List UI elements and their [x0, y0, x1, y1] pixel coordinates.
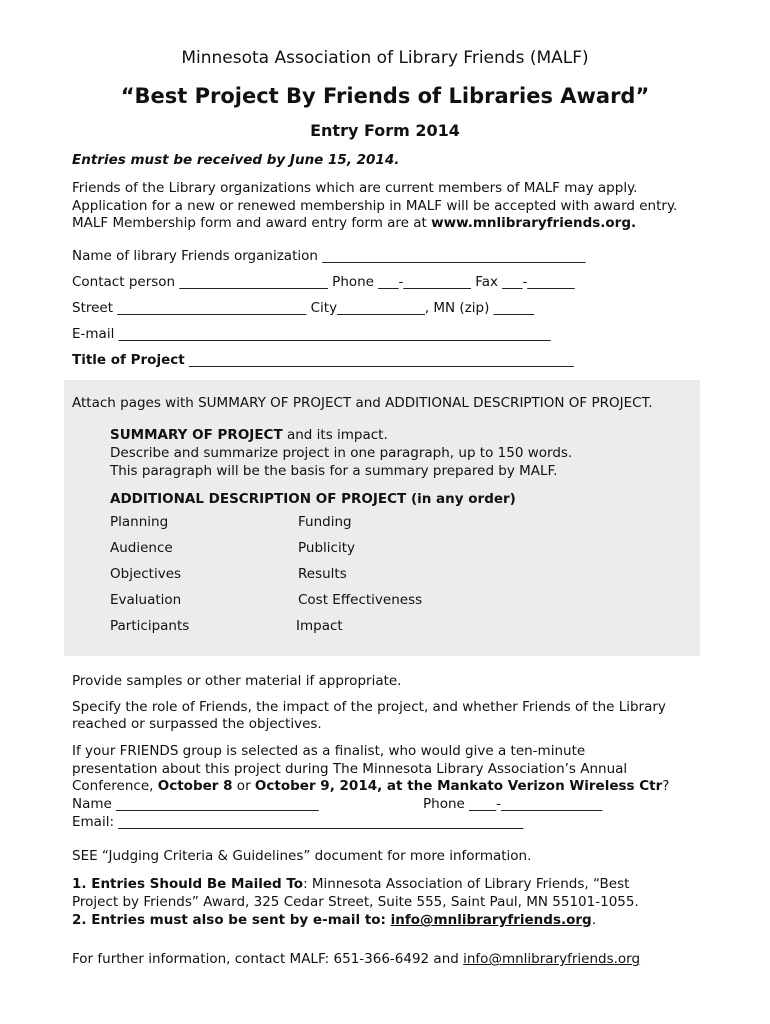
deadline-notice: Entries must be received by June 15, 2014.: [72, 152, 400, 168]
list-item: Audience: [110, 540, 173, 556]
list-item: Funding: [298, 514, 352, 530]
email-heading: 2. Entries must also be sent by e-mail to:: [72, 912, 391, 928]
attach-intro: Attach pages with SUMMARY OF PROJECT and ADDITIONAL DESCRIPTION OF PROJECT.: [72, 395, 653, 411]
summary-suffix: and its impact.: [282, 427, 388, 443]
summary-line-2: Describe and summarize project in one paragraph, up to 150 words.: [110, 445, 573, 461]
email-link[interactable]: info@mnlibraryfriends.org: [390, 912, 592, 928]
specify-line-2: reached or surpassed the objectives.: [72, 716, 322, 732]
list-item: Participants: [110, 618, 190, 634]
form-title: Entry Form 2014: [310, 121, 460, 140]
intro-line-2: Application for a new or renewed membership in MALF will be accepted with award entry.: [72, 198, 678, 214]
contact-email-link[interactable]: info@mnlibraryfriends.org: [463, 951, 641, 967]
finalist-line-3-e: ?: [662, 778, 670, 794]
email-field[interactable]: E-mail ________________________________________________________________: [72, 326, 551, 342]
conference-date-2: October 9, 2014, at the Mankato Verizon Wireless Ctr: [254, 778, 663, 794]
org-name-heading: Minnesota Association of Library Friends (MALF): [181, 48, 589, 68]
finalist-line-2: presentation about this project during The Minnesota Library Association’s Annual: [72, 761, 628, 777]
list-item: Planning: [110, 514, 169, 530]
specify-line-1: Specify the role of Friends, the impact of the project, and whether Friends of the Library: [72, 699, 666, 715]
list-item: Results: [298, 566, 347, 582]
address-field-row[interactable]: Street ____________________________ City_____________, MN (zip) ______: [72, 300, 535, 316]
mail-heading: 1. Entries Should Be Mailed To: [72, 876, 304, 892]
project-title-field[interactable]: [72, 352, 574, 369]
summary-title: SUMMARY OF PROJECT: [110, 427, 283, 443]
finalist-line-3-c: or: [232, 778, 255, 794]
intro-line-1: Friends of the Library organizations which are current members of MALF may apply.: [72, 180, 638, 196]
additional-description-heading: ADDITIONAL DESCRIPTION OF PROJECT (in any order): [110, 491, 516, 507]
mail-line-3-end: .: [591, 912, 597, 928]
presenter-name-field[interactable]: Name ______________________________: [72, 796, 319, 812]
award-title: “Best Project By Friends of Libraries Award”: [120, 84, 650, 108]
finalist-line-1: If your FRIENDS group is selected as a finalist, who would give a ten-minute: [72, 743, 586, 759]
list-item: Cost Effectiveness: [298, 592, 423, 608]
samples-note: Provide samples or other material if appropriate.: [72, 673, 402, 689]
contact-info: [72, 951, 640, 968]
list-item: Publicity: [298, 540, 355, 556]
mail-line-1: [72, 876, 629, 893]
contact-field-row[interactable]: Contact person ______________________ Phone ___-__________ Fax ___-_______: [72, 274, 575, 290]
summary-heading: [110, 427, 388, 443]
project-title-line[interactable]: _________________________________________________________: [184, 352, 574, 368]
org-name-field[interactable]: Name of library Friends organization _______________________________________: [72, 248, 586, 264]
mail-line-2: Project by Friends” Award, 325 Cedar Street, Suite 555, Saint Paul, MN 55101-1055.: [72, 894, 639, 910]
mail-line-1-rest: : Minnesota Association of Library Friends, “Best: [303, 876, 630, 892]
mail-line-3: [72, 912, 596, 929]
presenter-email-field[interactable]: Email: ____________________________________________________________: [72, 814, 524, 830]
summary-line-3: This paragraph will be the basis for a summary prepared by MALF.: [110, 463, 558, 479]
intro-line-3-prefix: MALF Membership form and award entry form are at: [72, 215, 432, 231]
conference-date-1: October 8: [157, 778, 233, 794]
see-guidelines-note: SEE “Judging Criteria & Guidelines” document for more information.: [72, 848, 532, 864]
project-title-label: Title of Project: [72, 352, 185, 368]
intro-line-3: [72, 215, 636, 232]
website-link[interactable]: www.mnlibraryfriends.org.: [431, 215, 637, 231]
list-item: Objectives: [110, 566, 182, 582]
list-item: Evaluation: [110, 592, 182, 608]
list-item: Impact: [296, 618, 343, 634]
finalist-line-3-a: Conference,: [72, 778, 158, 794]
presenter-phone-field[interactable]: Phone ____-_______________: [423, 796, 603, 812]
contact-info-prefix: For further information, contact MALF: 651-366-6492 and: [72, 951, 464, 967]
finalist-line-3: [72, 778, 669, 795]
